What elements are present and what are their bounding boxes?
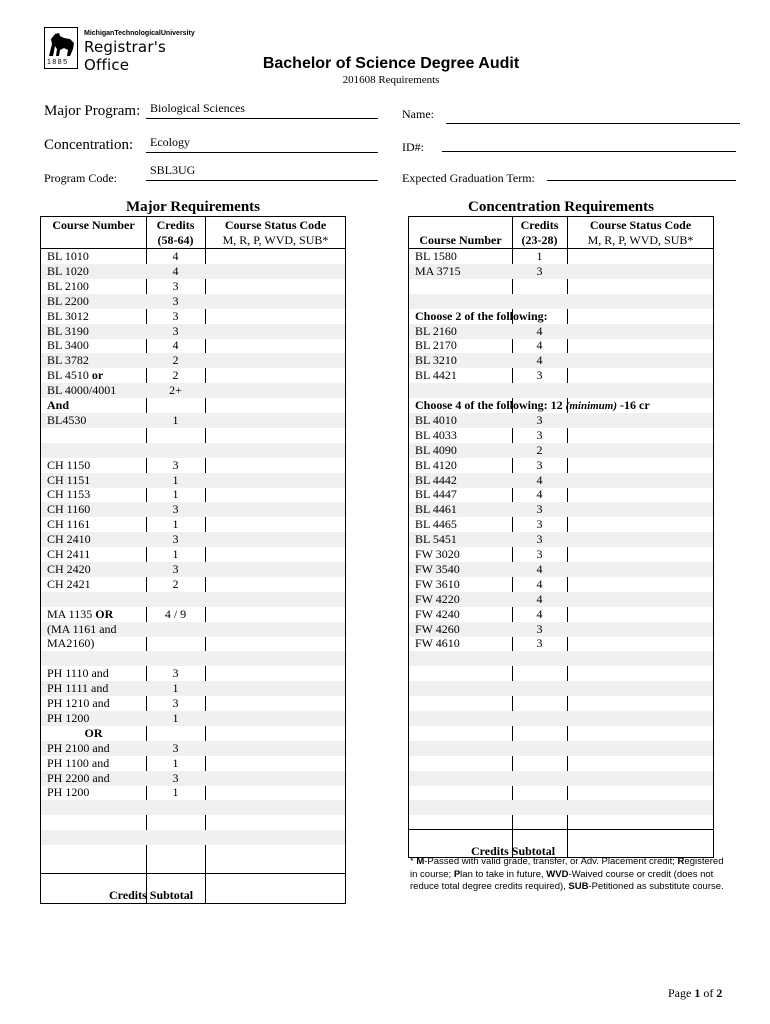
course-code: BL 3012 [47,308,89,323]
course-code: PH 2200 and [47,770,110,785]
status-cell[interactable] [206,249,345,263]
status-cell[interactable] [568,696,713,710]
group-heading [415,309,548,324]
course-code: CH 1151 [47,472,91,487]
course-code: BL 3782 [47,353,89,368]
course-number [415,458,457,473]
status-cell[interactable] [568,562,713,576]
course-code: BL 4442 [415,472,457,487]
credits-value: 1 [172,472,179,487]
status-cell[interactable] [206,324,345,338]
course-number [415,324,457,339]
course-number [47,681,108,696]
course-code: BL 4447 [415,487,457,502]
credits-value: 1 [172,755,179,770]
id-field[interactable] [442,135,736,152]
course-number [47,562,91,577]
status-cell[interactable] [206,800,345,814]
or-separator: OR [84,725,103,740]
course-code: BL 2100 [47,278,89,293]
status-cell[interactable] [568,428,713,442]
credits-value: 2 [536,442,543,457]
status-cell[interactable] [206,577,345,591]
course-code: BL 1580 [415,249,457,263]
credits-value: 3 [536,263,543,278]
course-code: CH 1161 [47,517,91,532]
status-cell[interactable] [206,443,345,457]
credits-value: 2 [172,353,179,368]
credits-value: 4 [172,263,179,278]
course-number [47,666,109,681]
concentration-field[interactable] [146,135,378,153]
credits-value: 1 [536,249,543,263]
status-cell[interactable] [206,383,345,397]
status-cell[interactable] [568,741,713,755]
credits-value: 3 [536,427,543,442]
col-credits: Credits [156,218,195,232]
credits-value: 4 [172,338,179,353]
course-code: PH 2100 and [47,740,110,755]
course-code: FW 4220 [415,591,460,606]
credits-value: 3 [172,666,179,681]
course-number [415,264,461,279]
concentration-requirements-table [408,216,714,858]
status-cell[interactable] [206,666,345,680]
status-cell[interactable] [568,249,713,263]
status-cell[interactable] [206,487,345,501]
course-number [415,622,460,637]
status-cell[interactable] [206,681,345,695]
status-cell[interactable] [206,547,345,561]
credits-value: 4 [536,606,543,621]
credits-value: 3 [172,532,179,547]
heading-text: Choose 4 of the following: 12 [415,398,566,412]
course-number [47,353,89,368]
status-cell[interactable] [206,592,345,606]
course-code: BL 3190 [47,323,89,338]
status-cell[interactable] [206,651,345,665]
course-code: BL 2160 [415,323,457,338]
col-course-number: Course Number [52,218,135,232]
status-cell[interactable] [568,532,713,546]
credits-value: 3 [536,457,543,472]
status-cell[interactable] [568,711,713,725]
course-number [415,443,457,458]
credits-value: 3 [536,636,543,651]
logo-university-name: MichiganTechnologicalUniversity [84,30,195,37]
credits-value: 4 [536,487,543,502]
heading-italic: (minimum) [565,400,618,412]
program-code-field[interactable] [146,163,378,181]
course-code: CH 1150 [47,457,91,472]
page-title: Bachelor of Science Degree Audit [262,55,520,72]
course-number [415,249,457,264]
course-code: PH 1111 and [47,681,109,696]
credits-value: 1 [172,710,179,725]
status-cell[interactable] [568,636,713,650]
course-number [47,756,109,771]
status-cell[interactable] [206,815,345,829]
status-cell[interactable] [206,622,345,636]
group-heading [415,398,650,414]
course-number [47,368,103,383]
course-code: FW 4260 [415,621,460,636]
major-program-value: Biological Sciences [150,101,245,115]
course-code: PH 1210 and [47,696,110,710]
id-label: ID#: [402,140,424,154]
heading-tail: -16 cr [617,398,650,412]
course-number [47,413,86,428]
status-cell[interactable] [568,681,713,695]
course-code: (MA 1161 and [47,621,117,636]
credits-subtotal-label: Credits Subtotal [471,844,556,858]
status-cell[interactable] [568,338,713,352]
course-number [47,398,69,413]
credits-value: 3 [536,547,543,561]
page-subtitle: 201608 Requirements [342,74,440,86]
status-cell[interactable] [568,279,713,293]
page-number: Page 1 of 2 [668,986,723,1000]
course-number [415,353,457,368]
course-number [415,487,457,502]
course-number [47,383,116,398]
status-cell[interactable] [206,726,345,740]
major-program-field[interactable] [146,101,378,119]
status-cell[interactable] [568,294,713,308]
credits-value: 2+ [169,383,182,398]
status-cell[interactable] [568,368,713,382]
status-cell[interactable] [206,785,345,799]
course-code: FW 4610 [415,636,460,651]
course-code: BL 5451 [415,532,457,547]
credits-value: 3 [172,561,179,576]
course-code: BL 4120 [415,457,457,472]
course-code: CH 1160 [47,502,91,517]
status-cell[interactable] [206,562,345,576]
course-number [47,622,117,637]
status-cell[interactable] [568,592,713,606]
course-number [47,458,90,473]
status-cell[interactable] [206,517,345,531]
credits-value: 4 [536,576,543,591]
major-requirements-table [40,216,346,904]
course-number [47,696,110,711]
status-cell[interactable] [568,353,713,367]
course-number [415,577,460,592]
credits-value: 2 [172,576,179,591]
subtotal-divider [41,873,345,874]
col-credits-range: (58-64) [157,233,194,247]
credits-value: 3 [172,308,179,323]
course-code: CH 2420 [47,561,91,576]
credits-value: 2 [172,368,179,383]
status-cell[interactable] [206,741,345,755]
status-cell[interactable] [568,785,713,799]
credits-value: 1 [172,681,179,696]
status-cell[interactable] [206,532,345,546]
course-code: BL 4090 [415,442,457,457]
col-credits: Credits [520,218,559,232]
course-code: MA2160) [47,636,95,651]
status-cell[interactable] [568,651,713,665]
status-code-footnote: * M-Passed with valid grade, transfer, or Adv. Placement credit; Registered in course; Plan to take in future, WVD-Waived course or credit (does not reduce total degree credits required), SUB-Petitioned as substitute course. [410,856,724,892]
credits-value: 4 [536,353,543,368]
course-code: BL 2200 [47,293,89,308]
credits-value: 3 [536,517,543,532]
status-cell[interactable] [206,368,345,382]
course-number [47,577,91,592]
logo-office-name: Registrar's Office [84,38,167,74]
course-code: FW 4240 [415,606,460,621]
course-number [415,636,460,651]
program-code-value: SBL3UG [150,163,196,177]
status-cell[interactable] [568,800,713,814]
course-code: BL 3400 [47,338,89,353]
status-cell[interactable] [206,413,345,427]
status-cell[interactable] [206,502,345,516]
status-cell[interactable] [568,264,713,278]
course-number [47,264,89,279]
credits-value: 3 [536,412,543,427]
course-number [415,607,460,622]
concentration-value: Ecology [150,135,190,149]
status-cell[interactable] [206,696,345,710]
status-cell[interactable] [206,636,345,650]
credits-value: 4 [536,472,543,487]
course-number [415,413,457,428]
status-cell[interactable] [568,666,713,680]
status-cell[interactable] [568,383,713,397]
credits-value: 1 [172,785,179,800]
course-number [47,279,89,294]
col-status-codes: M, R, P, WVD, SUB* [587,233,694,247]
credits-value: 3 [536,621,543,636]
connector-word: OR [95,606,114,621]
credits-value: 3 [172,278,179,293]
course-number [415,338,457,353]
course-code: BL 4010 [415,412,457,427]
course-number [47,785,89,800]
course-code: MA 1135 [47,606,96,621]
course-code: PH 1110 and [47,666,109,681]
course-code: BL 2170 [415,338,457,353]
course-code: BL 1020 [47,263,89,278]
course-code: BL 1010 [47,249,89,263]
course-code: PH 1200 [47,710,90,725]
course-number [47,517,90,532]
course-number [47,249,89,264]
credits-value: 3 [172,293,179,308]
major-requirements-title: Major Requirements [125,199,260,215]
course-number [415,517,457,532]
concentration-requirements-title: Concentration Requirements [468,199,654,215]
course-number [47,532,91,547]
status-cell[interactable] [206,845,345,859]
credits-value: 3 [172,457,179,472]
course-number [415,547,460,562]
status-cell[interactable] [206,294,345,308]
major-program-label: Major Program: [44,103,141,119]
course-code: FW 3610 [415,576,460,591]
graduation-term-field[interactable] [547,164,736,181]
course-number [415,592,460,607]
col-credits-range: (23-28) [521,233,558,247]
status-cell[interactable] [568,547,713,561]
course-number [47,711,89,726]
course-number [47,294,89,309]
course-number [415,532,457,547]
connector-word: And [47,398,70,412]
concentration-label: Concentration: [44,137,134,153]
status-cell[interactable] [568,324,713,338]
credits-value: 1 [172,487,179,502]
course-code: CH 2421 [47,576,91,591]
credits-value: 3 [536,532,543,547]
status-cell[interactable] [206,428,345,442]
status-cell[interactable] [568,309,713,323]
course-number [415,562,460,577]
status-cell[interactable] [206,338,345,352]
credits-value: 1 [172,517,179,532]
status-cell[interactable] [206,264,345,278]
credits-value: 3 [536,368,543,383]
status-cell[interactable] [568,443,713,457]
credits-value: 3 [172,740,179,755]
credits-value: 3 [536,502,543,517]
course-code: BL 4465 [415,517,457,532]
status-cell[interactable] [206,458,345,472]
col-status-codes: M, R, P, WVD, SUB* [222,233,329,247]
status-cell[interactable] [568,458,713,472]
col-status-code: Course Status Code [589,218,692,232]
course-code: BL 4461 [415,502,457,517]
credits-value: 4 [536,591,543,606]
course-number [47,547,90,562]
course-number [415,428,457,443]
credits-value: 3 [172,696,179,710]
course-code: FW 3540 [415,561,460,576]
credits-value: 4 [536,323,543,338]
credits-value: 4 [536,338,543,353]
status-cell[interactable] [568,756,713,770]
course-code: BL 3210 [415,353,457,368]
course-code: MA 3715 [415,263,461,278]
course-code: BL 4000/4001 [47,383,117,398]
graduation-term-label: Expected Graduation Term: [402,171,535,185]
course-number [47,309,89,324]
status-cell[interactable] [206,830,345,844]
status-cell[interactable] [568,517,713,531]
credits-value: 3 [172,770,179,785]
connector-word: or [91,368,104,383]
status-cell[interactable] [206,398,345,412]
course-code: BL 4510 [47,368,92,383]
heading-text: Choose 2 of the following: [415,308,548,323]
status-cell[interactable] [206,353,345,367]
name-label: Name: [402,107,434,121]
status-cell[interactable] [206,279,345,293]
credits-value: 3 [172,502,179,517]
course-code: CH 2411 [47,547,91,561]
course-number [415,473,457,488]
course-number [47,636,94,651]
course-number [47,502,90,517]
status-cell[interactable] [568,771,713,785]
course-number [47,771,110,786]
credits-value: 4 [536,561,543,576]
status-cell[interactable] [568,577,713,591]
logo-year: 1885 [47,59,69,66]
subtotal-divider [409,829,713,830]
name-field[interactable] [446,107,740,124]
course-number [47,338,89,353]
status-cell[interactable] [568,413,713,427]
course-code: BL4530 [47,412,87,427]
course-number [47,741,110,756]
course-code: BL 4033 [415,427,457,442]
col-course-number: Course Number [419,233,502,247]
status-cell[interactable] [206,756,345,770]
status-cell[interactable] [206,473,345,487]
status-cell[interactable] [206,309,345,323]
course-number [415,368,457,383]
status-cell[interactable] [568,726,713,740]
course-number [415,502,457,517]
credits-subtotal-label: Credits Subtotal [109,888,194,902]
course-code: BL 4421 [415,368,457,383]
course-number [47,473,90,488]
course-number [47,487,90,502]
status-cell[interactable] [206,607,345,621]
status-cell[interactable] [206,711,345,725]
col-status-code: Course Status Code [224,218,327,232]
credits-value: 4 [172,249,179,263]
course-code: PH 1100 and [47,755,110,770]
status-cell[interactable] [568,607,713,621]
status-cell[interactable] [568,487,713,501]
course-number [47,324,89,339]
course-code: PH 1200 [47,785,90,800]
status-cell[interactable] [568,622,713,636]
status-cell[interactable] [206,771,345,785]
course-code: CH 2410 [47,532,91,547]
course-code: CH 1153 [47,487,91,502]
credits-value: 1 [172,547,179,561]
status-cell[interactable] [568,473,713,487]
credits-value: 1 [172,412,179,427]
status-cell[interactable] [568,502,713,516]
course-number [47,607,113,622]
credits-value: 4 / 9 [164,606,187,621]
program-code-label: Program Code: [44,171,117,185]
credits-value: 3 [172,323,179,338]
course-code: FW 3020 [415,547,460,561]
